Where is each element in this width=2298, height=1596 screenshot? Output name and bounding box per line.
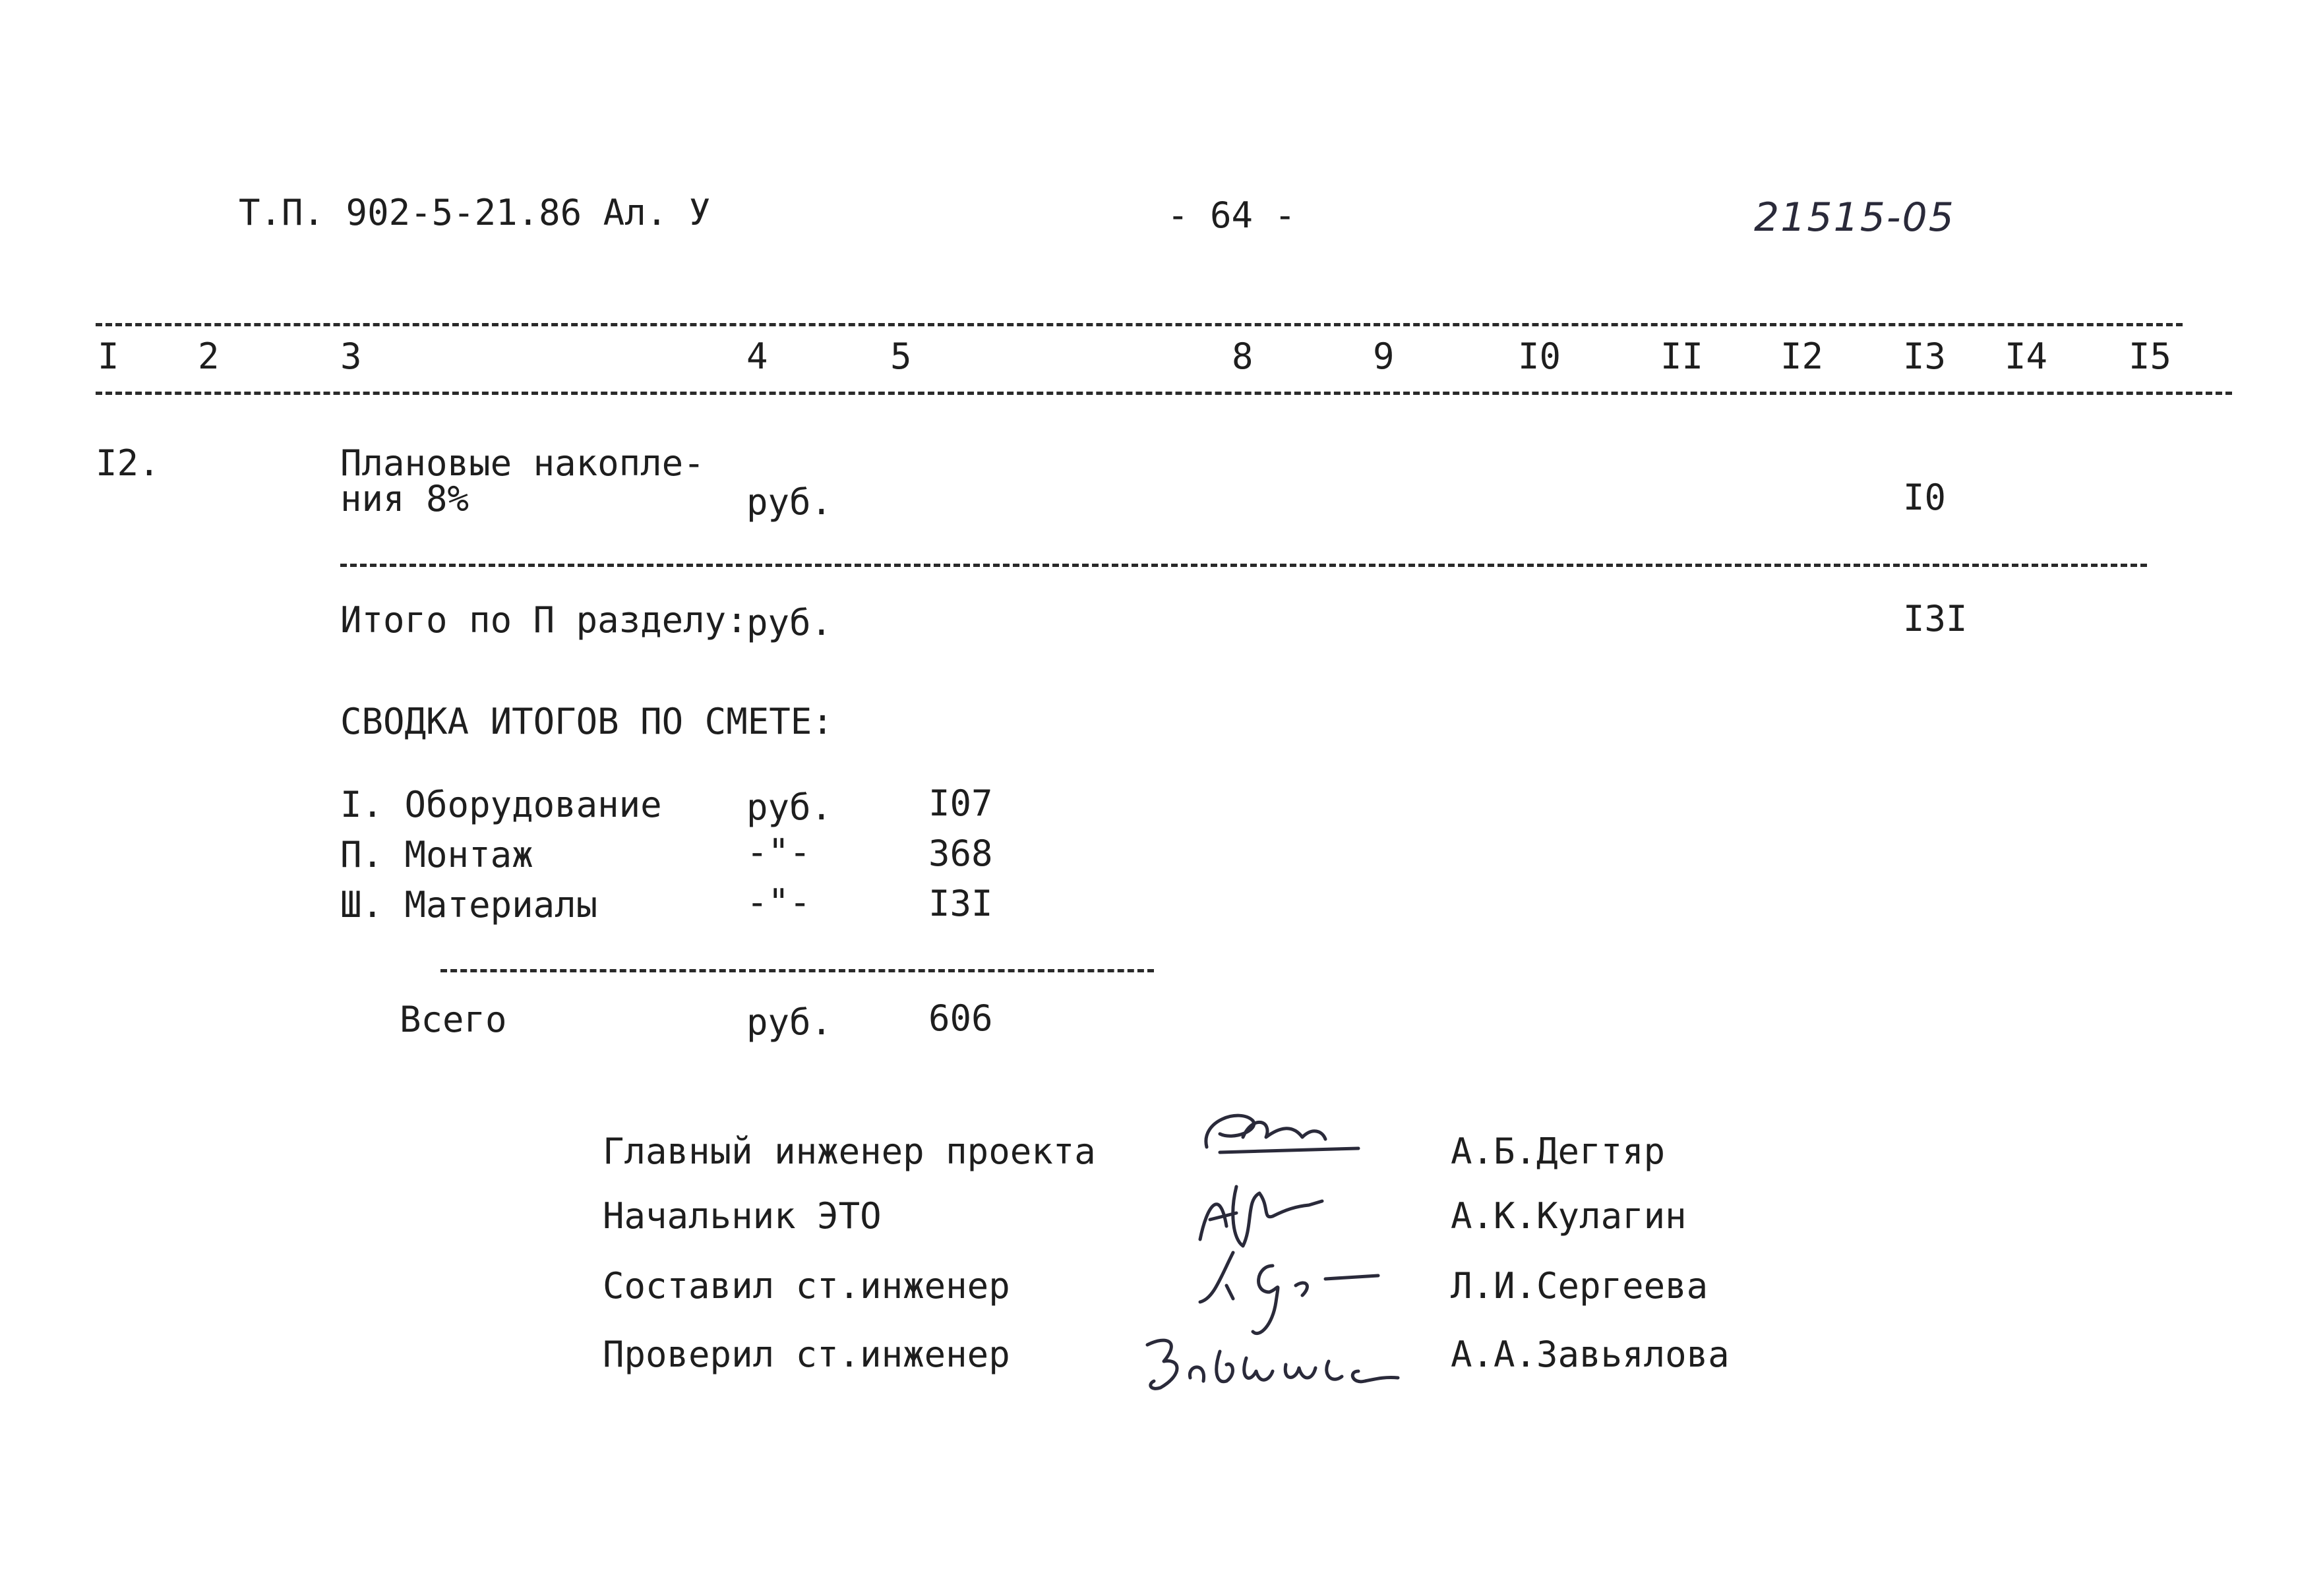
signatory-name: А.А.Завьялова [1451, 1334, 1730, 1375]
summary-title: СВОДКА ИТОГОВ ПО СМЕТЕ: [340, 701, 833, 742]
item-number: I2. [96, 442, 160, 484]
signatory-name: А.Б.Дегтяр [1451, 1131, 1666, 1172]
page-number: - 64 - [1167, 194, 1296, 236]
item-value-col13: I0 [1903, 477, 1947, 518]
archive-number: 21515-05 [1754, 194, 1955, 241]
summary-row-label: П. Монтаж [340, 834, 533, 875]
column-header: 2 [198, 336, 220, 377]
item-name-line-1: Плановые накопле- [340, 442, 705, 484]
column-header: 9 [1373, 336, 1395, 377]
handwritten-signature-icon [1180, 1101, 1378, 1173]
summary-total-label: Всего [400, 999, 507, 1040]
document-reference: Т.П. 902-5-21.86 Ал. У [239, 192, 711, 233]
column-header: I3 [1903, 336, 1947, 377]
summary-total-unit: руб. [746, 1001, 833, 1043]
item-unit: руб. [746, 481, 833, 523]
summary-row-value: 368 [928, 833, 993, 874]
handwritten-signature-icon [1134, 1325, 1411, 1404]
column-header: I [98, 336, 119, 377]
section-total-label: Итого по П разделу: [340, 599, 748, 641]
summary-row-value: I07 [928, 783, 993, 824]
column-header: 5 [890, 336, 912, 377]
column-header: II [1660, 336, 1704, 377]
section-total-unit: руб. [746, 602, 833, 643]
summary-row-label: I. Оборудование [340, 784, 662, 825]
column-header: 4 [746, 336, 768, 377]
signature-role: Проверил ст.инженер [603, 1334, 1010, 1375]
header-bottom-rule [96, 392, 2232, 395]
signature-role: Составил ст.инженер [603, 1265, 1010, 1307]
column-header: 8 [1232, 336, 1254, 377]
column-header: I0 [1518, 336, 1561, 377]
summary-row-unit: руб. [746, 786, 833, 828]
item-name-line-2: ния 8% [340, 478, 469, 519]
item-rule [340, 564, 2147, 567]
summary-row-label: Ш. Материалы [340, 884, 598, 926]
summary-row-unit: -"- [746, 831, 811, 873]
column-header: 3 [340, 336, 362, 377]
column-header: I2 [1780, 336, 1824, 377]
summary-row-value: I3I [928, 883, 993, 924]
signatory-name: Л.И.Сергеева [1451, 1265, 1708, 1307]
summary-total-value: 606 [928, 997, 993, 1039]
column-header: I5 [2129, 336, 2172, 377]
signature-role: Начальник ЭТО [603, 1195, 882, 1237]
column-header: I4 [2005, 336, 2048, 377]
summary-rule [440, 969, 1154, 972]
signatory-name: А.К.Кулагин [1451, 1195, 1687, 1237]
signature-role: Главный инженер проекта [603, 1131, 1096, 1172]
header-top-rule [96, 323, 2183, 326]
summary-row-unit: -"- [746, 881, 811, 923]
section-total-value: I3I [1903, 598, 1968, 639]
